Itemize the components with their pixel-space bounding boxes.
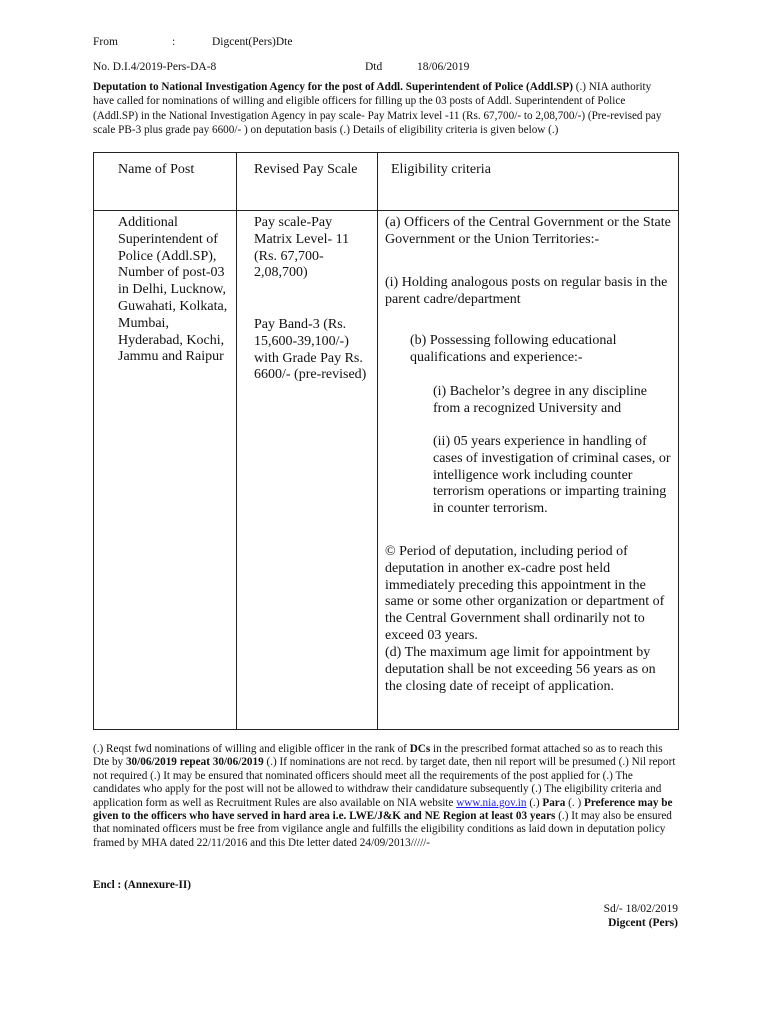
para-label: Para [542,796,566,809]
signature-date: Sd/- 18/02/2019 [603,903,678,915]
pay-band-grade-pay: Pay Band-3 (Rs. 15,600-39,100/-) with Grade Pay Rs. 6600/- (pre-revised) [254,317,367,383]
from-label: From [93,36,118,48]
dtd-value: 18/06/2019 [417,61,470,73]
footer-text-2: in the prescribed format attached so as to reach this Dte by [93,743,663,769]
intro-paragraph [93,80,673,137]
eligibility-a: (a) Officers of the Central Government or the State Government or the Union Territories:- [385,215,671,247]
table-header-eligibility-criteria: Eligibility criteria [391,162,491,177]
footer-text-5: (. ) [565,796,584,809]
signatory: Digcent (Pers) [608,917,678,929]
preference-note: Preference may be given to the officers who have served in hard area i.e. LWE/J&K and NE Region at least 03 years [93,796,673,823]
nia-website-link[interactable]: www.nia.gov.in [456,796,527,809]
target-date: 30/06/2019 repeat 30/06/2019 [125,756,264,769]
footer-text-6: (.) It may also be ensured that nominated officers must be free from vigilance angle and fulfills the eligibility conditions as laid down in deputation policy framed by MHA dated 22/11/2016 and this Dte letter dated 24/09/2013/////- [93,810,672,849]
eligibility-b-ii: (ii) 05 years experience in handling of cases of investigation of criminal cases, or intelligence work including counter terrorism operations or imparting training in counter terrorism. [433,434,671,517]
table-header-name-of-post: Name of Post [118,162,195,177]
instructions-paragraph [93,743,678,850]
eligibility-a-i: (i) Holding analogous posts on regular basis in the parent cadre/department [385,275,668,307]
eligibility-c-deputation-period: © Period of deputation, including period of deputation in another ex-cadre post held immediately preceding this appointment in the same or some other organization or department of the Central Government shall ordinarily not to exceed 03 years. [385,544,665,643]
table-header-revised-pay-scale: Revised Pay Scale [254,162,358,177]
post-name-cell: Additional Superintendent of Police (Addl.SP), Number of post-03 in Delhi, Lucknow, Guwahati, Kolkata, Mumbai, Hyderabad, Kochi, Jammu and Raipur [118,215,228,365]
eligibility-b-i: (i) Bachelor’s degree in any discipline from a recognized University and [433,384,647,416]
intro-subject: Deputation to National Investigation Agency for the post of Addl. Superintendent of Police (Addl.SP) [93,81,573,93]
rank-dcs: DCs [409,743,431,755]
eligibility-b: (b) Possessing following educational qualifications and experience:- [410,333,617,365]
footer-text-4: (.) [526,796,543,809]
dtd-label: Dtd [365,61,383,73]
eligibility-d-age-limit: (d) The maximum age limit for appointment by deputation shall be not exceeding 56 years as on the closing date of receipt of application. [385,645,656,694]
footer-text-3: (.) If nominations are not recd. by target date, then nil report will be presumed (.) Nil report not required (.) It may be ensured that nominated officers should meet all the requirements of the post applied for (.) The candidates who apply for the post will not be allowed to withdraw their candidature subsequently (.) The eligibility criteria and application form as well as Recruitment Rules are also available on NIA website [93,756,676,809]
from-colon: : [172,36,176,48]
from-value: Digcent(Pers)Dte [212,36,293,48]
enclosure-line: Encl : (Annexure-II) [93,879,191,891]
pay-scale-matrix: Pay scale-Pay Matrix Level- 11 (Rs. 67,700-2,08,700) [254,215,350,281]
footer-text-1: (.) Reqst fwd nominations of willing and eligible officer in the rank of [93,743,410,755]
eligibility-table [93,152,679,730]
reference-number: No. D.I.4/2019-Pers-DA-8 [93,61,217,73]
intro-body: (.) NIA authority have called for nominations of willing and eligible officers for filling up the 03 posts of Addl. Superintendent of Police (Addl.SP) in the National Investigation Agency in pay scale- Pay Matrix level -11 (Rs. 67,700/- to 2,08,700/-) (Pre-revised pay scale PB-3 plus grade pay 6600/- ) on deputation basis (.) Details of eligibility criteria is given below (.) [93,81,662,136]
